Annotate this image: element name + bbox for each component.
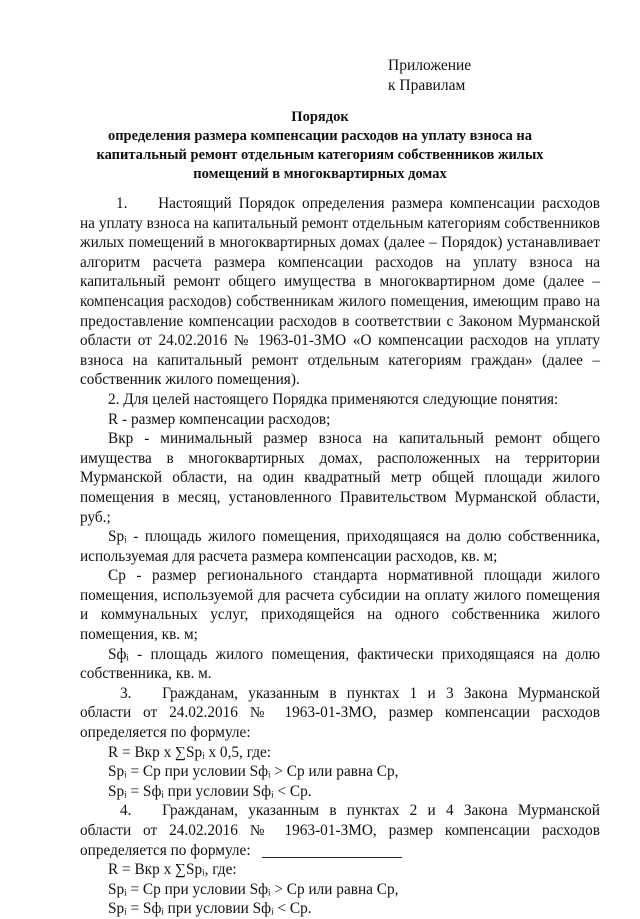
paragraph-2: 2. Для целей настоящего Порядка применяются следующие понятия: <box>108 390 559 408</box>
title-line-3: капитальный ремонт отдельным категориям собственников жилых <box>96 147 544 163</box>
definition-sf: Sфᵢ - площадь жилого помещения, фактически приходящаяся на долю собственника, кв. м. <box>80 645 600 683</box>
paragraph-3: 3. Гражданам, указанным в пунктах 1 и 3 Закона Мурманской области от 24.02.2016 № 1963-01-ЗМО, размер компенсации расходов определяется по формуле: <box>80 684 600 742</box>
definition-vkr: Вкр - минимальный размер взноса на капитальный ремонт общего имущества в многоквартирных домах, расположенных на территории Мурманской области, на один квадратный метр общей площади жилого помещения в месяц, установленного Правительством Мурманской области, руб.; <box>80 430 600 526</box>
formula-3-main: R = Вкр x ∑Spᵢ x 0,5, где: <box>108 743 272 761</box>
definition-sp: Spᵢ - площадь жилого помещения, приходящаяся на долю собственника, используемая для расчета размера компенсации расходов, кв. м; <box>80 528 600 565</box>
formula-4-condition-2: Spᵢ = Sфᵢ при условии Sфᵢ < Ср. <box>108 900 312 918</box>
end-divider-line <box>262 857 402 858</box>
formula-3-condition-1: Spᵢ = Ср при условии Sфᵢ > Ср или равна Ср, <box>108 763 399 781</box>
formula-4-main: R = Вкр x ∑Spᵢ, где: <box>108 861 237 879</box>
title-line-1: Порядок <box>291 109 349 125</box>
appendix-line-2: к Правилам <box>388 77 466 94</box>
document-title <box>70 108 570 184</box>
formula-3-condition-2: Spᵢ = Sфᵢ при условии Sфᵢ < Ср. <box>108 782 312 800</box>
definition-r: R - размер компенсации расходов; <box>108 410 331 428</box>
paragraph-1: 1. Настоящий Порядок определения размера компенсации расходов на уплату взноса на капитальный ремонт отдельным категориям собственников жилых помещений в многоквартирных домах (далее – Порядок) устанавливает алгоритм расчета размера компенсации расходов на уплату взноса на капитальный ремонт общего имущества в многоквартирном доме (далее – компенсация расходов) собственникам жилого помещения, имеющим право на предоставление компенсации расходов в соответствии с Законом Мурманской области от 24.02.2016 № 1963-01-ЗМО «О компенсации расходов на уплату взноса на капитальный ремонт отдельным категориям граждан» (далее – собственник жилого помещения). <box>80 195 600 389</box>
title-line-2: определения размера компенсации расходов на уплату взноса на <box>107 128 533 144</box>
document-body <box>80 194 600 919</box>
title-line-4: помещений в многоквартирных домах <box>193 166 447 182</box>
appendix-line-1: Приложение <box>388 57 472 74</box>
appendix-note <box>388 56 471 96</box>
paragraph-4: 4. Гражданам, указанным в пунктах 2 и 4 Закона Мурманской области от 24.02.2016 № 1963-01-ЗМО, размер компенсации расходов определяется по формуле: <box>80 802 600 859</box>
definition-cp: Ср - размер регионального стандарта нормативной площади жилого помещения, используемой для расчета субсидии на оплату жилого помещения и коммунальных услуг, приходящейся на одного собственника жилого помещения, кв. м; <box>80 567 600 644</box>
formula-4-condition-1: Spᵢ = Ср при условии Sфᵢ > Ср или равна Ср, <box>108 880 399 898</box>
